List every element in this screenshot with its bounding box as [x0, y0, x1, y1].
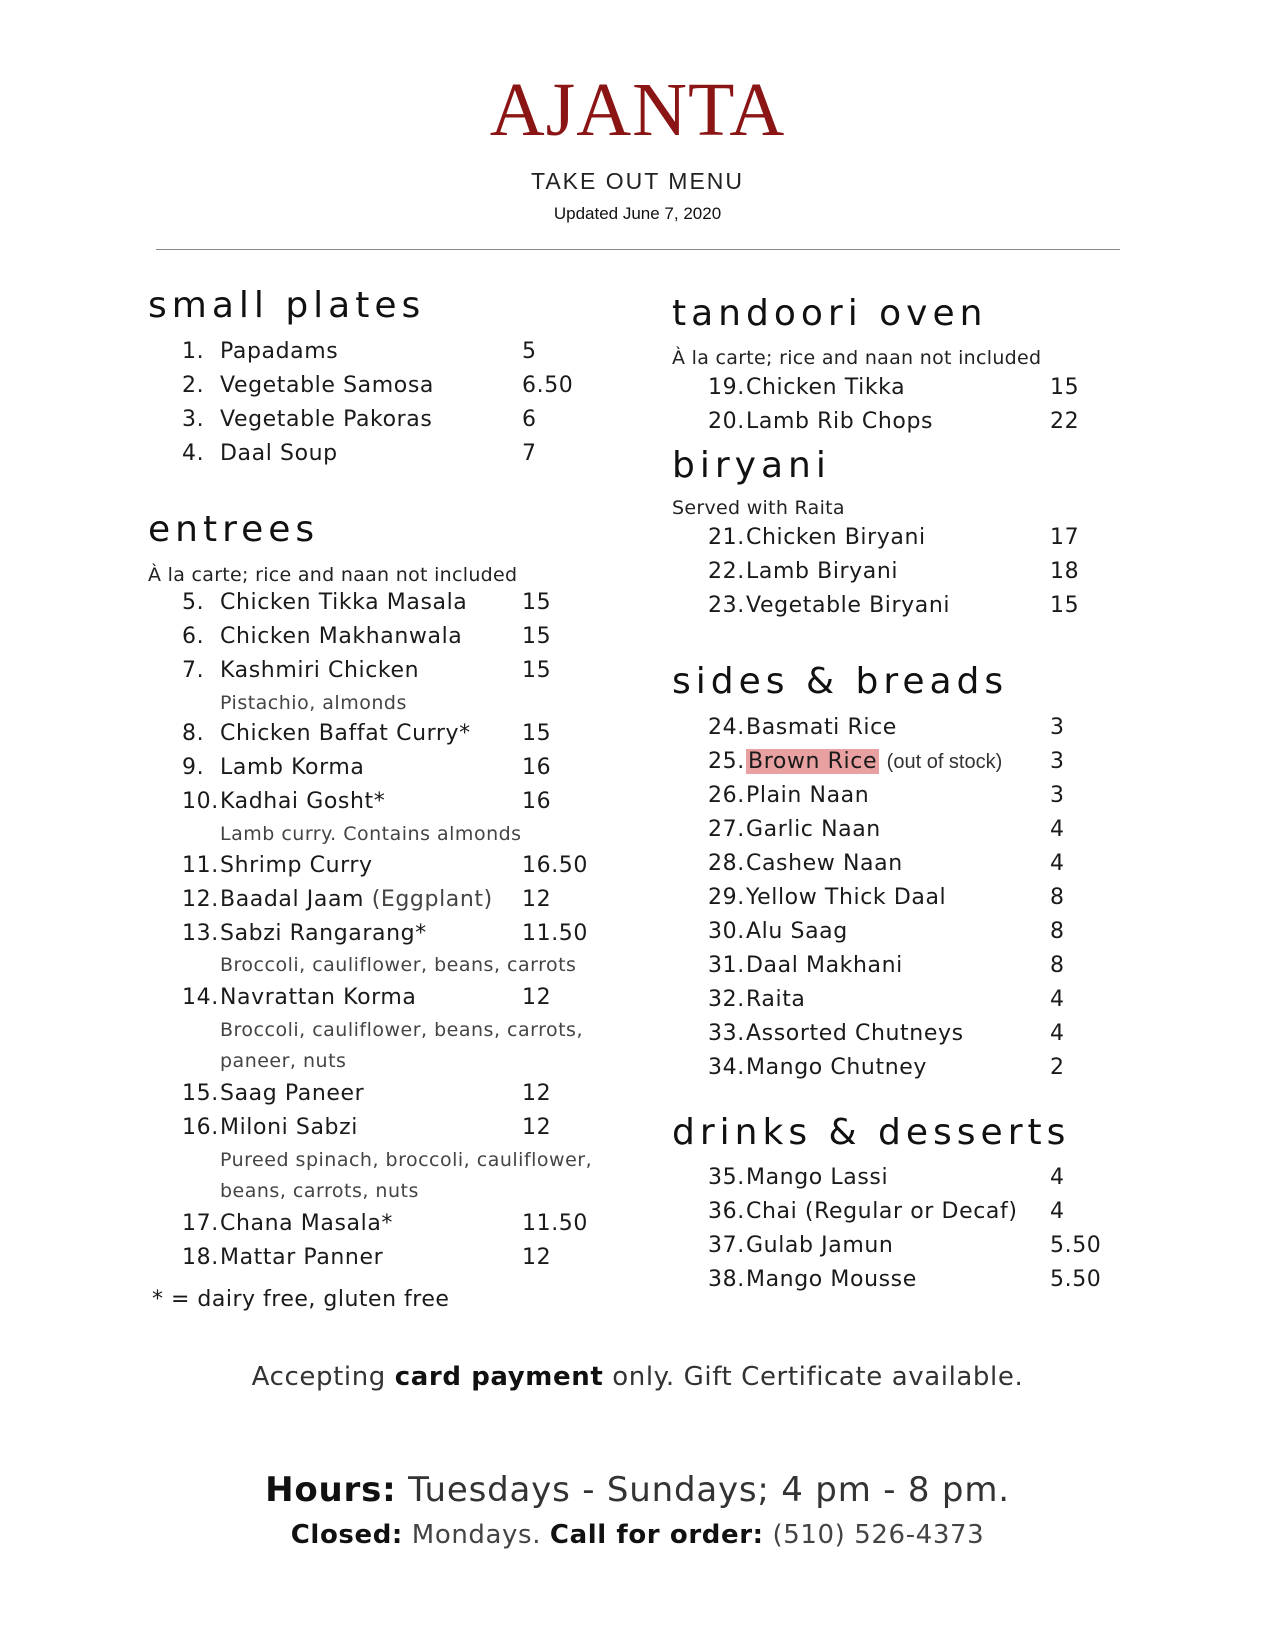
item-price: 12: [522, 1081, 552, 1106]
hours-label: Hours:: [265, 1470, 397, 1510]
item-price: 17: [1050, 525, 1080, 550]
item-price: 5.50: [1050, 1267, 1102, 1292]
item-number: 1.: [182, 339, 205, 364]
item-price: 18: [1050, 559, 1080, 584]
item-number: 13.: [182, 921, 219, 946]
item-name: Daal Makhani: [746, 953, 903, 978]
item-name: Alu Saag: [746, 919, 848, 944]
item-price: 11.50: [522, 921, 588, 946]
phone-number: (510) 526-4373: [763, 1520, 985, 1550]
item-price: 4: [1050, 817, 1065, 842]
item-number: 22.: [708, 559, 745, 584]
item-price: 3: [1050, 783, 1065, 808]
item-number: 33.: [708, 1021, 745, 1046]
entrees-note: À la carte; rice and naan not included: [148, 564, 518, 586]
item-number: 25.: [708, 749, 745, 774]
item-name: Lamb Rib Chops: [746, 409, 934, 434]
item-number: 38.: [708, 1267, 745, 1292]
item-name: Mango Mousse: [746, 1267, 917, 1292]
item-number: 7.: [182, 658, 205, 683]
item-price: 12: [522, 985, 552, 1010]
item-number: 23.: [708, 593, 745, 618]
item-price: 2: [1050, 1055, 1065, 1080]
item-number: 12.: [182, 887, 219, 912]
item-name: Chana Masala*: [220, 1211, 394, 1236]
highlighted-item-name: Brown Rice: [748, 749, 878, 774]
item-name: [220, 884, 493, 916]
item-name: Mattar Panner: [220, 1245, 384, 1270]
item-price: 11.50: [522, 1211, 588, 1236]
item-number: 28.: [708, 851, 745, 876]
item-number: 31.: [708, 953, 745, 978]
item-price: 15: [522, 624, 552, 649]
hours-info: [0, 1470, 1275, 1510]
item-number: 20.: [708, 409, 745, 434]
stock-status: (out of stock): [886, 751, 1003, 773]
header-divider: [156, 249, 1120, 250]
item-name: Shrimp Curry: [220, 853, 373, 878]
item-price: 3: [1050, 715, 1065, 740]
item-name: Chicken Baffat Curry*: [220, 721, 471, 746]
item-name: Kashmiri Chicken: [220, 658, 420, 683]
item-name: Papadams: [220, 339, 339, 364]
item-number: 26.: [708, 783, 745, 808]
item-name: Daal Soup: [220, 441, 338, 466]
menu-subtitle: TAKE OUT MENU: [531, 168, 744, 194]
item-price: 4: [1050, 1165, 1065, 1190]
sides-heading: sides & breads: [672, 661, 1009, 702]
item-name: Garlic Naan: [746, 817, 881, 842]
closed-info: [0, 1520, 1275, 1550]
item-number: 27.: [708, 817, 745, 842]
item-number: 30.: [708, 919, 745, 944]
item-number: 2.: [182, 373, 205, 398]
item-price: 8: [1050, 885, 1065, 910]
item-price: 16: [522, 789, 552, 814]
item-name-text: Baadal Jaam: [220, 887, 365, 912]
item-name: Chicken Tikka Masala: [220, 590, 468, 615]
item-number: 34.: [708, 1055, 745, 1080]
item-name: Chai (Regular or Decaf): [746, 1199, 1018, 1224]
item-number: 37.: [708, 1233, 745, 1258]
item-name: Mango Chutney: [746, 1055, 927, 1080]
item-name: Mango Lassi: [746, 1165, 889, 1190]
item-description-cont: paneer, nuts: [220, 1050, 347, 1072]
payment-method: card payment: [394, 1362, 604, 1392]
item-number: 4.: [182, 441, 205, 466]
item-price: 15: [522, 590, 552, 615]
item-name: Lamb Korma: [220, 755, 365, 780]
hours-value: Tuesdays - Sundays; 4 pm - 8 pm.: [396, 1470, 1010, 1510]
item-number: 6.: [182, 624, 205, 649]
item-number: 16.: [182, 1115, 219, 1140]
item-name: Vegetable Samosa: [220, 373, 434, 398]
item-name: Navrattan Korma: [220, 985, 417, 1010]
item-name: Saag Paneer: [220, 1081, 365, 1106]
item-name: Vegetable Pakoras: [220, 407, 433, 432]
item-number: 3.: [182, 407, 205, 432]
item-description-cont: beans, carrots, nuts: [220, 1180, 419, 1202]
item-price: 7: [522, 441, 537, 466]
item-number: 18.: [182, 1245, 219, 1270]
item-price: 12: [522, 887, 552, 912]
item-price: 4: [1050, 1021, 1065, 1046]
item-name: Cashew Naan: [746, 851, 903, 876]
item-number: 32.: [708, 987, 745, 1012]
item-description: Broccoli, cauliflower, beans, carrots: [220, 954, 577, 976]
item-price: 16.50: [522, 853, 588, 878]
item-number: 11.: [182, 853, 219, 878]
item-number: 21.: [708, 525, 745, 550]
item-name: Plain Naan: [746, 783, 870, 808]
item-price: 5.50: [1050, 1233, 1102, 1258]
item-description: Pistachio, almonds: [220, 692, 407, 714]
item-name: Basmati Rice: [746, 715, 897, 740]
item-price: 6.50: [522, 373, 574, 398]
item-number: 8.: [182, 721, 205, 746]
item-number: 5.: [182, 590, 205, 615]
item-number: 15.: [182, 1081, 219, 1106]
item-price: 4: [1050, 851, 1065, 876]
item-number: 24.: [708, 715, 745, 740]
item-price: 8: [1050, 919, 1065, 944]
item-name: Raita: [746, 987, 806, 1012]
biryani-note: Served with Raita: [672, 497, 845, 519]
tandoori-heading: tandoori oven: [672, 293, 988, 334]
item-name: [746, 746, 1002, 778]
item-number: 17.: [182, 1211, 219, 1236]
item-name: Yellow Thick Daal: [746, 885, 947, 910]
item-number: 35.: [708, 1165, 745, 1190]
item-name: Vegetable Biryani: [746, 593, 951, 618]
item-price: 15: [522, 721, 552, 746]
restaurant-logo: AJANTA: [489, 68, 786, 152]
item-price: 4: [1050, 987, 1065, 1012]
updated-date: Updated June 7, 2020: [553, 204, 722, 223]
call-label: Call for order:: [549, 1520, 764, 1550]
item-note: (Eggplant): [371, 887, 493, 912]
item-number: 36.: [708, 1199, 745, 1224]
item-description: Lamb curry. Contains almonds: [220, 823, 522, 845]
item-price: 16: [522, 755, 552, 780]
item-name: Lamb Biryani: [746, 559, 899, 584]
item-number: 10.: [182, 789, 219, 814]
closed-label: Closed:: [290, 1520, 403, 1550]
item-price: 5: [522, 339, 537, 364]
drinks-heading: drinks & desserts: [672, 1112, 1071, 1153]
biryani-heading: biryani: [672, 445, 831, 486]
entrees-heading: entrees: [148, 509, 320, 550]
item-price: 15: [1050, 593, 1080, 618]
item-name: Sabzi Rangarang*: [220, 921, 427, 946]
item-price: 8: [1050, 953, 1065, 978]
item-number: 9.: [182, 755, 205, 780]
item-price: 15: [522, 658, 552, 683]
item-name: Chicken Tikka: [746, 375, 906, 400]
item-price: 15: [1050, 375, 1080, 400]
item-price: 4: [1050, 1199, 1065, 1224]
item-price: 3: [1050, 749, 1065, 774]
payment-text-post: only. Gift Certificate available.: [603, 1362, 1024, 1392]
payment-text-pre: Accepting: [251, 1362, 395, 1392]
closed-value: Mondays.: [402, 1520, 550, 1550]
item-description: Pureed spinach, broccoli, cauliflower,: [220, 1149, 593, 1171]
item-price: 6: [522, 407, 537, 432]
item-number: 29.: [708, 885, 745, 910]
item-name: Gulab Jamun: [746, 1233, 894, 1258]
item-price: 22: [1050, 409, 1080, 434]
item-name: Chicken Biryani: [746, 525, 926, 550]
item-name: Assorted Chutneys: [746, 1021, 964, 1046]
item-name: Chicken Makhanwala: [220, 624, 463, 649]
item-number: 19.: [708, 375, 745, 400]
dietary-footnote: * = dairy free, gluten free: [152, 1287, 450, 1312]
item-description: Broccoli, cauliflower, beans, carrots,: [220, 1019, 583, 1041]
item-price: 12: [522, 1115, 552, 1140]
small-plates-heading: small plates: [148, 285, 426, 326]
tandoori-note: À la carte; rice and naan not included: [672, 347, 1042, 369]
item-name: Kadhai Gosht*: [220, 789, 386, 814]
item-name: Miloni Sabzi: [220, 1115, 358, 1140]
payment-info: [0, 1362, 1275, 1392]
item-price: 12: [522, 1245, 552, 1270]
item-number: 14.: [182, 985, 219, 1010]
